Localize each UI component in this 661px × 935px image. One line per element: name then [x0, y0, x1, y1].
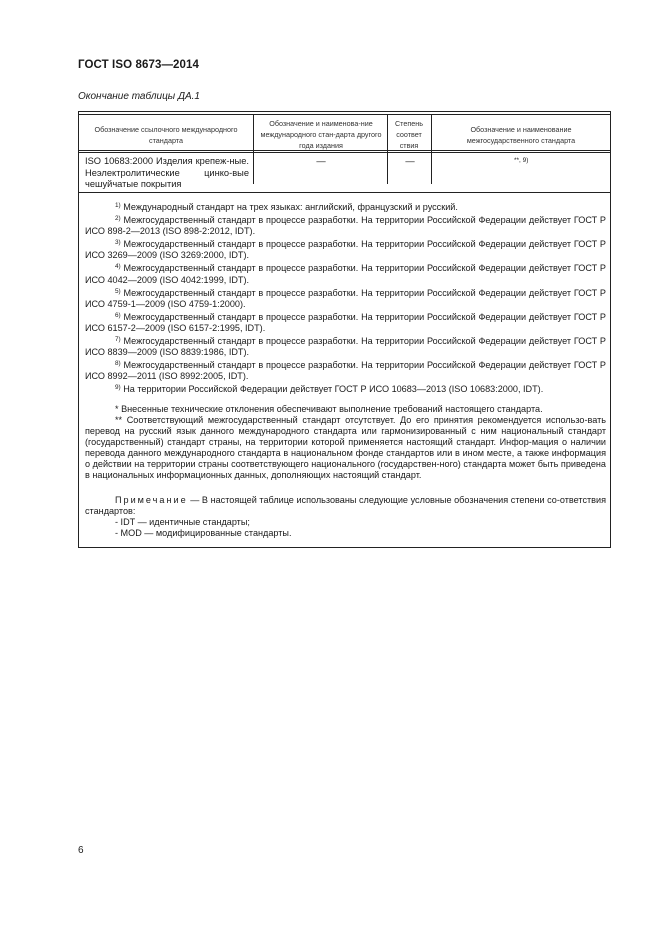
asterisk-note: ** Соответствующий межгосударственный стандарт отсутствует. До его принятия рекомендуется использо-вать перевод на русский язык данного международного стандарта или гармонизированный с ним национальный стандарт (государственный) стандарт страны, на территории которой применяется настоящий стандарт. Инфор-мация о наличии перевода данного международного стандарта в национальном фонде стандартов или в ином месте, а также информация о действии на территории страны соответствующего национального (государствен-ного) стандарта может быть приведена в национальных информационных данных, дополняющих настоящий стандарт. — [85, 414, 606, 481]
table-note: Примечание — В настоящей таблице использованы следующие условные обозначения степени со-ответствия стандартов: — [85, 495, 606, 517]
footnote: $^{4)}$ Межгосударственный стандарт в процессе разработки. На территории Российской Федерации действует ГОСТ Р ИСО 4042—2009 (ISO 4042:1999, IDT). — [85, 263, 606, 285]
note-label: Примечание — [115, 495, 188, 506]
footnote: $^{5)}$ Межгосударственный стандарт в процессе разработки. На территории Российской Федерации действует ГОСТ Р ИСО 4759-1—2009 (ISO 4759-1:2000). — [85, 287, 606, 309]
column-divider — [253, 114, 254, 184]
column-header-interstate: Обозначение и наименование межгосударственного стандарта — [466, 125, 576, 145]
footnote: $^{2)}$ Межгосударственный стандарт в процессе разработки. На территории Российской Федерации действует ГОСТ Р ИСО 898-2—2013 (ISO 898-2:2012, IDT). — [85, 215, 606, 237]
column-header-other-year: Обозначение и наименова-ние международного стан-дарта другого года издания — [260, 118, 382, 150]
footnote: $^{3)}$ Межгосударственный стандарт в процессе разработки. На территории Российской Федерации действует ГОСТ Р ИСО 3269—2009 (ISO 3269:2000, IDT). — [85, 239, 606, 261]
column-divider — [431, 114, 432, 184]
header-rule — [79, 150, 610, 151]
footnotes-block — [85, 200, 606, 540]
standards-table — [78, 111, 611, 548]
note-list-item: - MOD — модифицированные стандарты. — [115, 528, 292, 539]
document-header: ГОСТ ISO 8673—2014 — [78, 59, 200, 71]
header-rule-double — [79, 152, 610, 153]
table-caption: Окончание таблицы ДА.1 — [78, 91, 200, 102]
note-list-item: - IDT — идентичные стандарты; — [115, 517, 250, 528]
column-divider — [387, 114, 388, 184]
column-header-degree: Степень соответ ствия — [394, 118, 423, 150]
asterisk-note: * Внесенные технические отклонения обеспечивают выполнение требований настоящего стандарта. — [115, 403, 543, 414]
footnote: $^{8)}$ Межгосударственный стандарт в процессе разработки. На территории Российской Федерации действует ГОСТ Р ИСО 8992—2011 (ISO 8992:2005, IDT). — [85, 360, 606, 382]
footnote: $^{7)}$ Межгосударственный стандарт в процессе разработки. На территории Российской Федерации действует ГОСТ Р ИСО 8839—2009 (ISO 8839:1986, IDT). — [85, 336, 606, 358]
table-top-rule — [79, 114, 610, 115]
footnote: $^{1)}$ Международный стандарт на трех языках: английский, французский и русский. — [115, 202, 458, 212]
footnote: $^{9)}$ На территории Российской Федерации действует ГОСТ Р ИСО 10683—2013 (ISO 10683:2000, IDT). — [115, 384, 544, 395]
row-other-year: — — [316, 156, 326, 166]
row-degree: — — [405, 156, 415, 166]
row-rule — [79, 192, 610, 193]
row-ref-standard: ISO 10683:2000 Изделия крепеж-ные. Неэлектролитические цинко-вые чешуйчатые покрытия — [85, 156, 249, 189]
page-number: 6 — [78, 845, 84, 856]
footnote: $^{6)}$ Межгосударственный стандарт в процессе разработки. На территории Российской Федерации действует ГОСТ Р ИСО 6157-2—2009 (ISO 6157-2:1995, IDT). — [85, 311, 606, 333]
row-interstate-note-ref: **, 9) — [514, 157, 529, 164]
column-header-ref: Обозначение ссылочного международного стандарта — [94, 125, 238, 145]
